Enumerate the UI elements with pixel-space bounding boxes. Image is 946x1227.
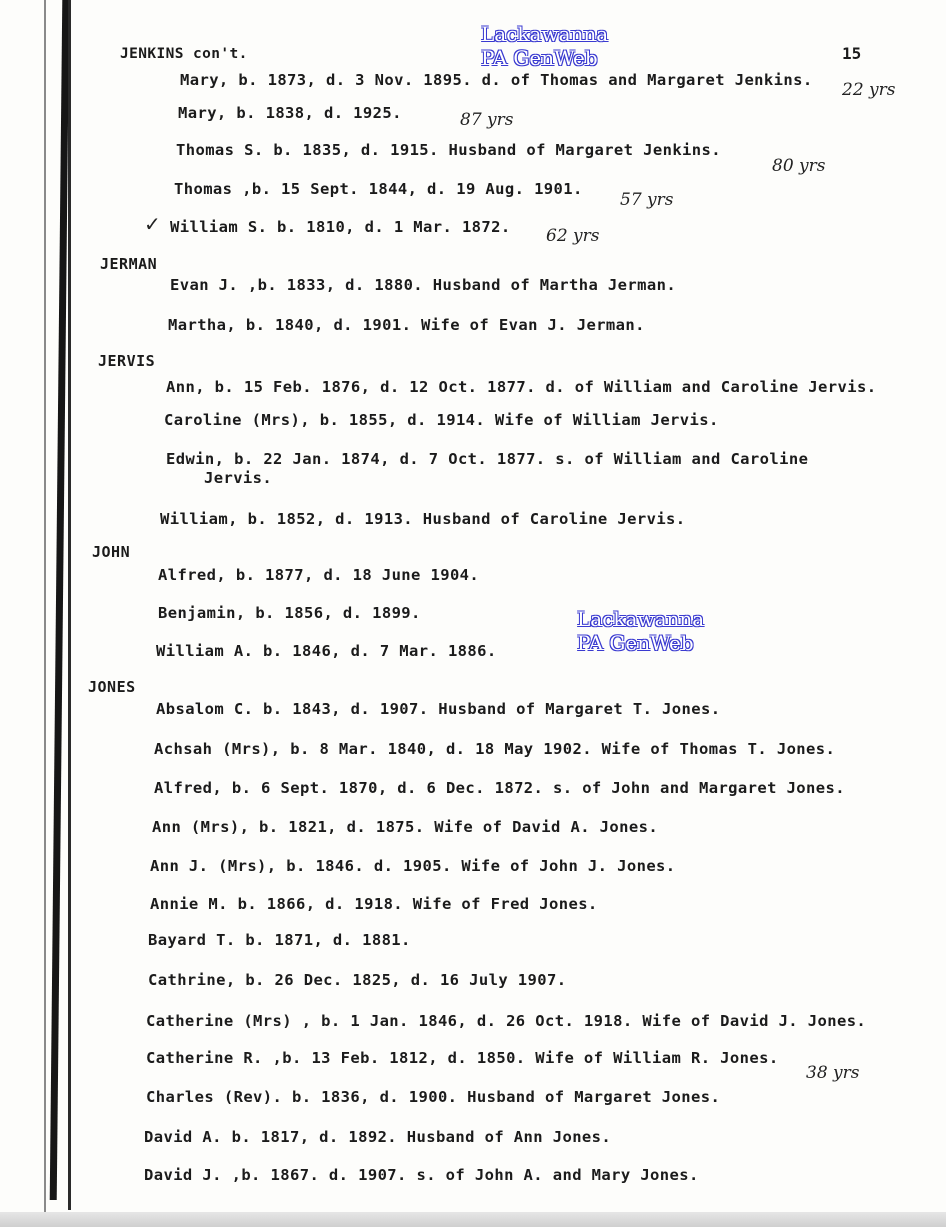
entry-jerman-martha: Martha, b. 1840, d. 1901. Wife of Evan J. Jerman. xyxy=(168,316,645,334)
surname-heading-jones: JONES xyxy=(88,678,136,696)
entry-jervis-william: William, b. 1852, d. 1913. Husband of Caroline Jervis. xyxy=(160,510,686,528)
entry-john-alfred: Alfred, b. 1877, d. 18 June 1904. xyxy=(158,566,480,584)
entry-jones-david-a: David A. b. 1817, d. 1892. Husband of Ann Jones. xyxy=(144,1128,612,1146)
handwritten-age: 57 yrs xyxy=(620,190,674,210)
surname-heading-jerman: JERMAN xyxy=(100,255,158,273)
entry-jones-catherine: Catherine (Mrs) , b. 1 Jan. 1846, d. 26 Oct. 1918. Wife of David J. Jones. xyxy=(146,1012,867,1030)
handwritten-age: 22 yrs xyxy=(842,80,896,100)
binding-edge xyxy=(50,0,70,1200)
surname-heading-jervis: JERVIS xyxy=(98,352,156,370)
entry-jones-ann-j: Ann J. (Mrs), b. 1846. d. 1905. Wife of John J. Jones. xyxy=(150,857,676,875)
binding-edge-inner xyxy=(68,0,71,1210)
watermark-middle xyxy=(577,607,704,655)
entry-jenkins-mary-1873: Mary, b. 1873, d. 3 Nov. 1895. d. of Thomas and Margaret Jenkins. xyxy=(180,71,813,89)
entry-jervis-edwin-continued: Jervis. xyxy=(204,469,273,487)
binding-shadow xyxy=(44,0,46,1227)
watermark-line1: Lackawanna xyxy=(577,607,705,631)
entry-jervis-edwin: Edwin, b. 22 Jan. 1874, d. 7 Oct. 1877. s. of William and Caroline xyxy=(166,450,809,468)
entry-jones-charles: Charles (Rev). b. 1836, d. 1900. Husband of Margaret Jones. xyxy=(146,1088,721,1106)
entry-jones-alfred: Alfred, b. 6 Sept. 1870, d. 6 Dec. 1872. s. of John and Margaret Jones. xyxy=(154,779,845,797)
entry-jenkins-mary-1838: Mary, b. 1838, d. 1925. xyxy=(178,104,402,122)
watermark-line2: PA GenWeb xyxy=(481,46,598,70)
page-header: JENKINS con't. xyxy=(120,46,248,62)
checkmark-icon: ✓ xyxy=(144,212,161,236)
entry-jervis-ann: Ann, b. 15 Feb. 1876, d. 12 Oct. 1877. d. of William and Caroline Jervis. xyxy=(166,378,877,396)
entry-jenkins-thomas: Thomas ,b. 15 Sept. 1844, d. 19 Aug. 1901. xyxy=(174,180,583,198)
handwritten-age: 80 yrs xyxy=(772,156,826,176)
entry-jones-absalom: Absalom C. b. 1843, d. 1907. Husband of Margaret T. Jones. xyxy=(156,700,721,718)
entry-jones-annie-m: Annie M. b. 1866, d. 1918. Wife of Fred Jones. xyxy=(150,895,598,913)
watermark-line2: PA GenWeb xyxy=(577,631,694,655)
entry-jones-catherine-r: Catherine R. ,b. 13 Feb. 1812, d. 1850. Wife of William R. Jones. xyxy=(146,1049,779,1067)
watermark-line1: Lackawanna xyxy=(481,22,609,46)
entry-john-benjamin: Benjamin, b. 1856, d. 1899. xyxy=(158,604,421,622)
surname-heading-john: JOHN xyxy=(92,543,131,561)
entry-john-william-a: William A. b. 1846, d. 7 Mar. 1886. xyxy=(156,642,497,660)
watermark-top xyxy=(481,22,608,70)
entry-jerman-evan: Evan J. ,b. 1833, d. 1880. Husband of Martha Jerman. xyxy=(170,276,677,294)
handwritten-age: 38 yrs xyxy=(806,1063,860,1083)
handwritten-age: 87 yrs xyxy=(460,110,514,130)
handwritten-age: 62 yrs xyxy=(546,226,600,246)
entry-jones-ann: Ann (Mrs), b. 1821, d. 1875. Wife of David A. Jones. xyxy=(152,818,659,836)
entry-jenkins-william-s: William S. b. 1810, d. 1 Mar. 1872. xyxy=(170,218,511,236)
entry-jones-bayard-t: Bayard T. b. 1871, d. 1881. xyxy=(148,931,411,949)
entry-jenkins-thomas-s: Thomas S. b. 1835, d. 1915. Husband of Margaret Jenkins. xyxy=(176,141,721,159)
entry-jones-cathrine: Cathrine, b. 26 Dec. 1825, d. 16 July 1907. xyxy=(148,971,567,989)
entry-jervis-caroline: Caroline (Mrs), b. 1855, d. 1914. Wife of William Jervis. xyxy=(164,411,719,429)
page-bottom-edge xyxy=(0,1212,946,1227)
page-number: 15 xyxy=(842,44,862,63)
entry-jones-david-j: David J. ,b. 1867. d. 1907. s. of John A. and Mary Jones. xyxy=(144,1166,699,1184)
entry-jones-achsah: Achsah (Mrs), b. 8 Mar. 1840, d. 18 May 1902. Wife of Thomas T. Jones. xyxy=(154,740,836,758)
